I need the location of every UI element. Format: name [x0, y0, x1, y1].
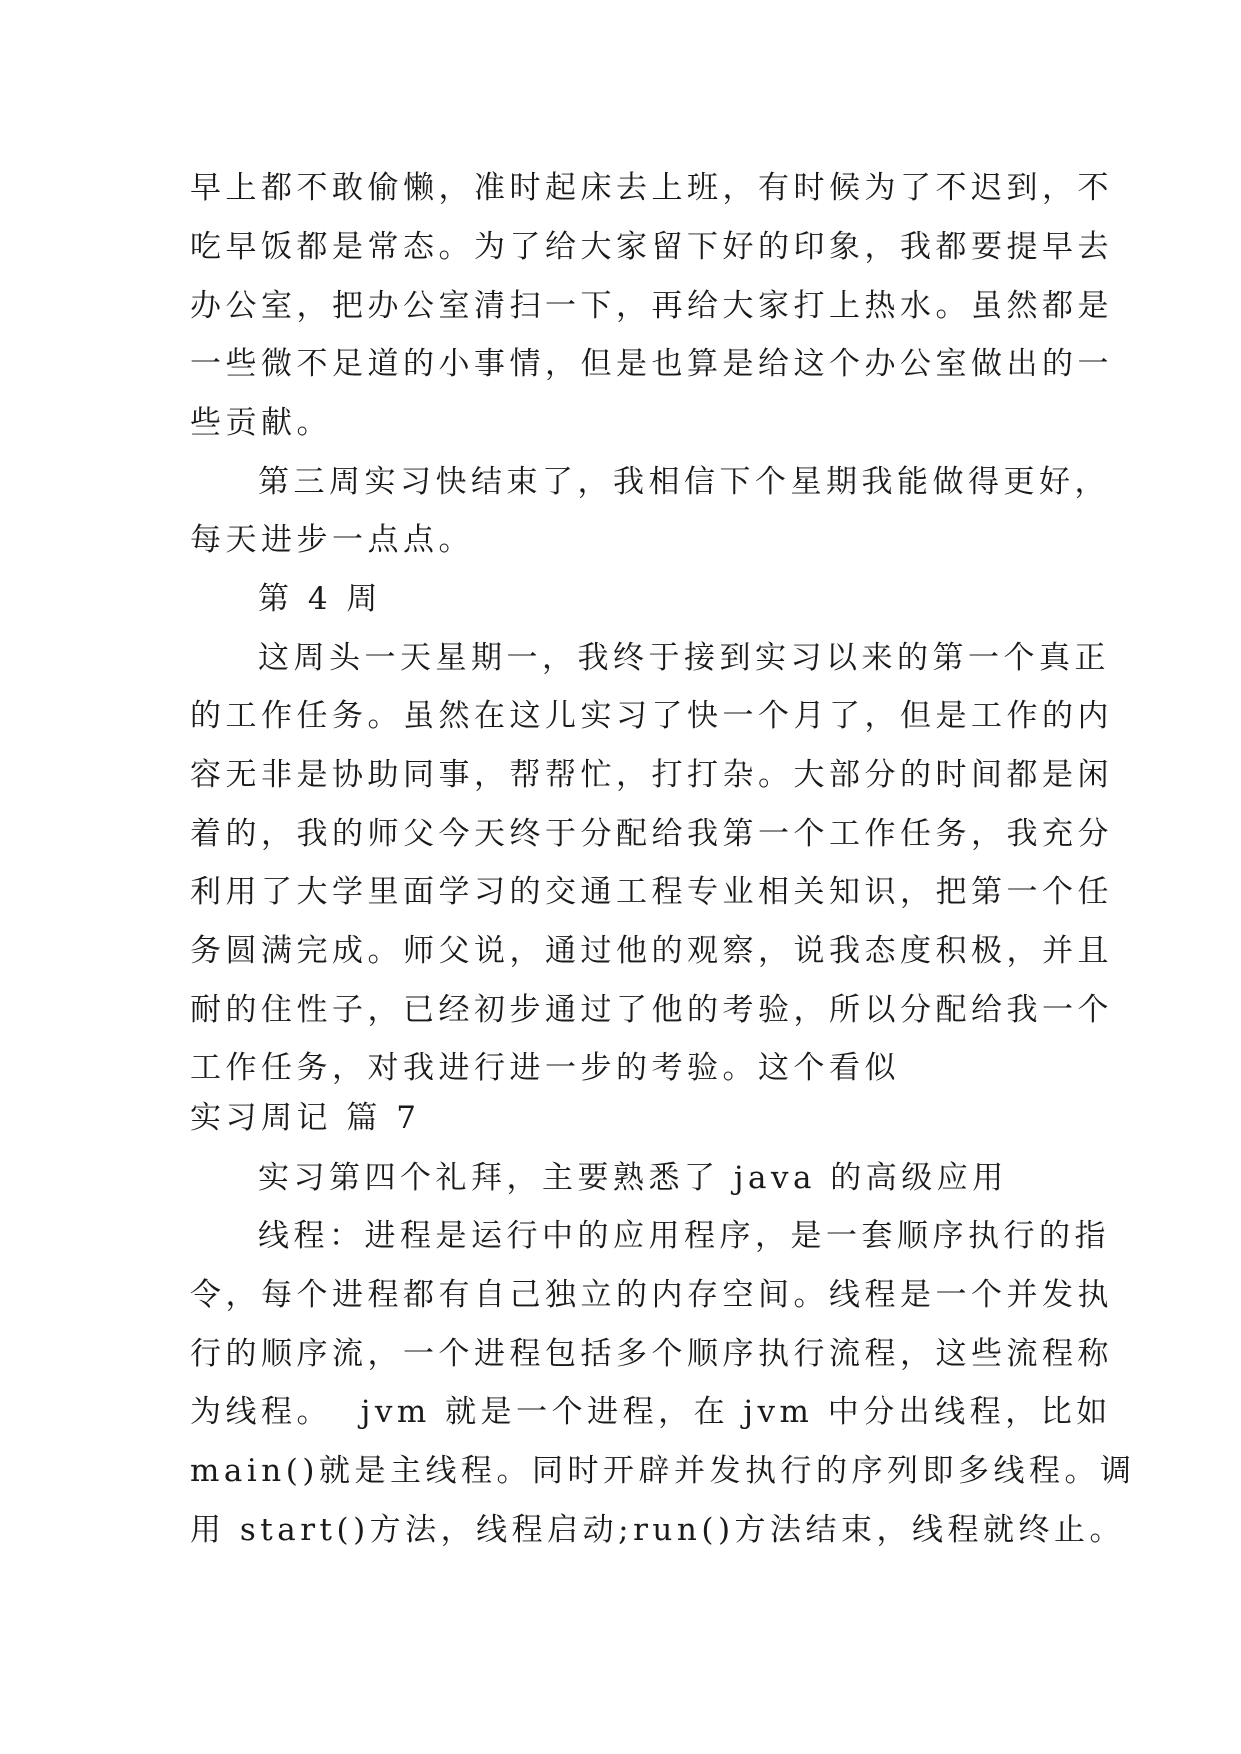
- section-heading-week-4: 第 4 周: [258, 581, 382, 617]
- text-line: 实习第四个礼拜，主要熟悉了 java 的高级应用: [258, 1160, 1008, 1196]
- text-line: 容无非是协助同事，帮帮忙，打打杂。大部分的时间都是闲: [190, 757, 1113, 793]
- text-line: 着的，我的师父今天终于分配给我第一个工作任务，我充分: [190, 816, 1113, 852]
- text-line: 令，每个进程都有自己独立的内存空间。线程是一个并发执: [190, 1277, 1113, 1313]
- text-line: 办公室，把办公室清扫一下，再给大家打上热水。虽然都是: [190, 288, 1113, 324]
- text-line: 一些微不足道的小事情，但是也算是给这个办公室做出的一: [190, 346, 1113, 382]
- text-line: main()就是主线程。同时开辟并发执行的序列即多线程。调: [190, 1453, 1136, 1489]
- text-line: 为线程。 jvm 就是一个进程，在 jvm 中分出线程，比如: [190, 1394, 1112, 1430]
- text-line: 第三周实习快结束了，我相信下个星期我能做得更好，: [258, 464, 1110, 500]
- text-line: 些贡献。: [190, 405, 332, 441]
- section-heading-part-7: 实习周记 篇 7: [190, 1100, 421, 1136]
- text-line: 吃早饭都是常态。为了给大家留下好的印象，我都要提早去: [190, 229, 1113, 265]
- text-line: 的工作任务。虽然在这儿实习了快一个月了，但是工作的内: [190, 698, 1113, 734]
- text-line: 行的顺序流，一个进程包括多个顺序执行流程，这些流程称: [190, 1336, 1113, 1372]
- text-line: 这周头一天星期一，我终于接到实习以来的第一个真正: [258, 640, 1110, 676]
- text-line: 早上都不敢偷懒，准时起床去上班，有时候为了不迟到，不: [190, 170, 1113, 206]
- text-line: 耐的住性子，已经初步通过了他的考验，所以分配给我一个: [190, 992, 1113, 1028]
- text-line: 每天进步一点点。: [190, 522, 474, 558]
- text-line: 用 start()方法，线程启动;run()方法结束，线程就终止。: [190, 1512, 1126, 1548]
- text-line: 工作任务，对我进行进一步的考验。这个看似: [190, 1050, 900, 1086]
- text-line: 线程：进程是运行中的应用程序，是一套顺序执行的指: [258, 1218, 1110, 1254]
- text-line: 务圆满完成。师父说，通过他的观察，说我态度积极，并且: [190, 933, 1113, 969]
- text-line: 利用了大学里面学习的交通工程专业相关知识，把第一个任: [190, 874, 1113, 910]
